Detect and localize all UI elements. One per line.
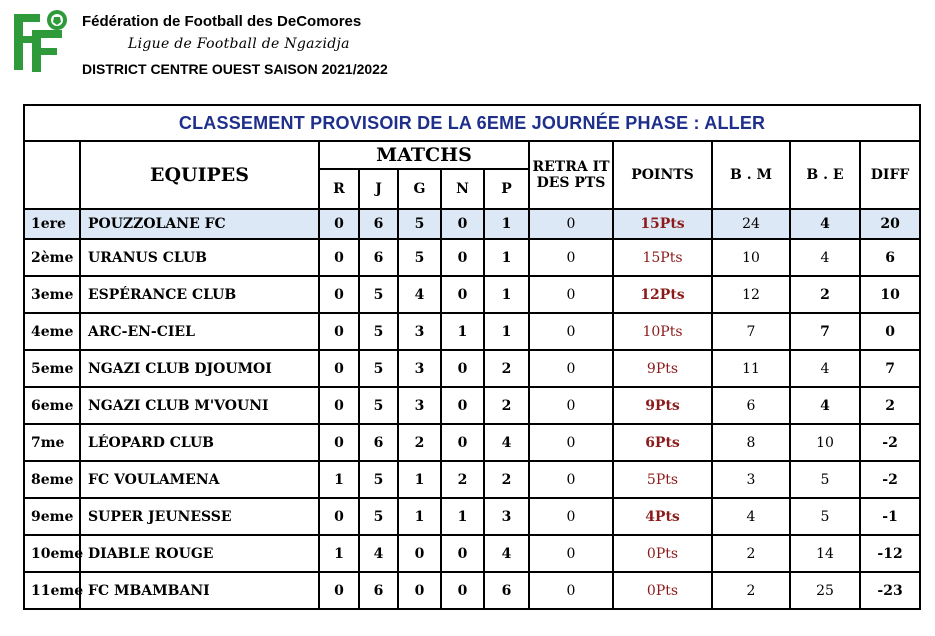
cell-j: 5 xyxy=(359,387,398,424)
table-row xyxy=(24,572,920,609)
cell-team: ARC-EN-CIEL xyxy=(80,313,319,350)
cell-points: 9Pts xyxy=(613,387,712,424)
cell-team: LÉOPARD CLUB xyxy=(80,424,319,461)
cell-points: 12Pts xyxy=(613,276,712,313)
cell-points: 0Pts xyxy=(613,572,712,609)
cell-diff: -12 xyxy=(860,535,920,572)
cell-retrait: 0 xyxy=(529,535,613,572)
cell-rank: 7me xyxy=(24,424,80,461)
cell-rank: 10eme xyxy=(24,535,80,572)
header-rank-blank xyxy=(24,141,80,209)
standings-rows xyxy=(24,209,920,609)
cell-rank: 2ème xyxy=(24,239,80,276)
cell-retrait: 0 xyxy=(529,209,613,239)
cell-j: 6 xyxy=(359,209,398,239)
cell-be: 4 xyxy=(790,209,860,239)
cell-bm: 10 xyxy=(712,239,790,276)
cell-p: 2 xyxy=(484,387,529,424)
cell-g: 3 xyxy=(398,313,441,350)
cell-team: FC MBAMBANI xyxy=(80,572,319,609)
cell-retrait: 0 xyxy=(529,424,613,461)
cell-bm: 2 xyxy=(712,535,790,572)
cell-retrait: 0 xyxy=(529,313,613,350)
table-row xyxy=(24,350,920,387)
cell-retrait: 0 xyxy=(529,572,613,609)
cell-diff: 0 xyxy=(860,313,920,350)
cell-r: 0 xyxy=(319,387,359,424)
cell-p: 2 xyxy=(484,461,529,498)
cell-points: 4Pts xyxy=(613,498,712,535)
table-row xyxy=(24,276,920,313)
cell-g: 4 xyxy=(398,276,441,313)
cell-j: 5 xyxy=(359,461,398,498)
cell-be: 4 xyxy=(790,239,860,276)
cell-p: 3 xyxy=(484,498,529,535)
cell-g: 5 xyxy=(398,239,441,276)
cell-diff: -1 xyxy=(860,498,920,535)
cell-rank: 1ere xyxy=(24,209,80,239)
cell-r: 0 xyxy=(319,350,359,387)
cell-p: 2 xyxy=(484,350,529,387)
cell-team: SUPER JEUNESSE xyxy=(80,498,319,535)
cell-diff: 20 xyxy=(860,209,920,239)
cell-be: 25 xyxy=(790,572,860,609)
cell-bm: 7 xyxy=(712,313,790,350)
header-p: P xyxy=(484,169,529,209)
table-row xyxy=(24,461,920,498)
cell-bm: 12 xyxy=(712,276,790,313)
header-n: N xyxy=(441,169,484,209)
cell-j: 5 xyxy=(359,498,398,535)
cell-diff: -23 xyxy=(860,572,920,609)
cell-team: DIABLE ROUGE xyxy=(80,535,319,572)
ligue-name: Ligue de Football de Ngazidja xyxy=(128,36,350,52)
cell-g: 0 xyxy=(398,535,441,572)
cell-n: 0 xyxy=(441,209,484,239)
cell-r: 1 xyxy=(319,535,359,572)
cell-r: 1 xyxy=(319,461,359,498)
cell-r: 0 xyxy=(319,572,359,609)
cell-p: 1 xyxy=(484,209,529,239)
cell-j: 5 xyxy=(359,313,398,350)
table-row xyxy=(24,387,920,424)
cell-rank: 9eme xyxy=(24,498,80,535)
cell-g: 2 xyxy=(398,424,441,461)
cell-n: 0 xyxy=(441,535,484,572)
cell-g: 0 xyxy=(398,572,441,609)
cell-j: 6 xyxy=(359,239,398,276)
table-row xyxy=(24,535,920,572)
cell-n: 0 xyxy=(441,276,484,313)
cell-points: 9Pts xyxy=(613,350,712,387)
cell-diff: 6 xyxy=(860,239,920,276)
cell-n: 1 xyxy=(441,498,484,535)
cell-g: 5 xyxy=(398,209,441,239)
cell-bm: 4 xyxy=(712,498,790,535)
cell-retrait: 0 xyxy=(529,276,613,313)
cell-p: 4 xyxy=(484,535,529,572)
cell-rank: 3eme xyxy=(24,276,80,313)
cell-be: 4 xyxy=(790,350,860,387)
cell-r: 0 xyxy=(319,498,359,535)
cell-rank: 4eme xyxy=(24,313,80,350)
standings-table xyxy=(23,104,921,610)
cell-g: 1 xyxy=(398,498,441,535)
cell-j: 5 xyxy=(359,350,398,387)
cell-be: 10 xyxy=(790,424,860,461)
cell-points: 10Pts xyxy=(613,313,712,350)
cell-bm: 8 xyxy=(712,424,790,461)
cell-be: 5 xyxy=(790,498,860,535)
cell-p: 1 xyxy=(484,313,529,350)
cell-r: 0 xyxy=(319,424,359,461)
table-row xyxy=(24,239,920,276)
district-season: DISTRICT CENTRE OUEST SAISON 2021/2022 xyxy=(82,61,388,77)
table-row xyxy=(24,313,920,350)
header-points: POINTS xyxy=(613,141,712,209)
cell-team: FC VOULAMENA xyxy=(80,461,319,498)
cell-retrait: 0 xyxy=(529,461,613,498)
header-retrait: RETRA IT DES PTS xyxy=(529,141,613,209)
federation-name: Fédération de Football des DeComores xyxy=(82,13,362,30)
cell-g: 3 xyxy=(398,387,441,424)
cell-r: 0 xyxy=(319,239,359,276)
cell-r: 0 xyxy=(319,209,359,239)
cell-retrait: 0 xyxy=(529,239,613,276)
cell-retrait: 0 xyxy=(529,387,613,424)
cell-j: 6 xyxy=(359,424,398,461)
cell-p: 1 xyxy=(484,276,529,313)
ffc-logo xyxy=(10,8,72,74)
cell-j: 4 xyxy=(359,535,398,572)
table-row xyxy=(24,209,920,239)
cell-be: 5 xyxy=(790,461,860,498)
cell-g: 1 xyxy=(398,461,441,498)
cell-bm: 24 xyxy=(712,209,790,239)
cell-p: 4 xyxy=(484,424,529,461)
header-j: J xyxy=(359,169,398,209)
cell-rank: 11eme xyxy=(24,572,80,609)
cell-g: 3 xyxy=(398,350,441,387)
cell-n: 2 xyxy=(441,461,484,498)
cell-team: ESPÉRANCE CLUB xyxy=(80,276,319,313)
cell-diff: -2 xyxy=(860,461,920,498)
table-row xyxy=(24,498,920,535)
cell-points: 6Pts xyxy=(613,424,712,461)
cell-p: 6 xyxy=(484,572,529,609)
header-g: G xyxy=(398,169,441,209)
header-r: R xyxy=(319,169,359,209)
cell-be: 4 xyxy=(790,387,860,424)
cell-n: 0 xyxy=(441,424,484,461)
cell-team: NGAZI CLUB M'VOUNI xyxy=(80,387,319,424)
cell-r: 0 xyxy=(319,313,359,350)
cell-j: 5 xyxy=(359,276,398,313)
cell-diff: 7 xyxy=(860,350,920,387)
header-be: B . E xyxy=(790,141,860,209)
cell-j: 6 xyxy=(359,572,398,609)
cell-diff: 10 xyxy=(860,276,920,313)
cell-bm: 3 xyxy=(712,461,790,498)
cell-bm: 2 xyxy=(712,572,790,609)
cell-rank: 8eme xyxy=(24,461,80,498)
cell-bm: 6 xyxy=(712,387,790,424)
cell-rank: 5eme xyxy=(24,350,80,387)
table-row xyxy=(24,424,920,461)
header-equipes: EQUIPES xyxy=(80,141,319,209)
cell-team: POUZZOLANE FC xyxy=(80,209,319,239)
cell-points: 0Pts xyxy=(613,535,712,572)
cell-n: 0 xyxy=(441,387,484,424)
header-matchs: MATCHS xyxy=(319,141,529,169)
cell-points: 15Pts xyxy=(613,239,712,276)
cell-be: 7 xyxy=(790,313,860,350)
cell-retrait: 0 xyxy=(529,498,613,535)
table-title: CLASSEMENT PROVISOIR DE LA 6EME JOURNÉE PHASE : ALLER xyxy=(24,105,920,141)
cell-rank: 6eme xyxy=(24,387,80,424)
cell-be: 14 xyxy=(790,535,860,572)
cell-bm: 11 xyxy=(712,350,790,387)
cell-n: 0 xyxy=(441,350,484,387)
cell-diff: 2 xyxy=(860,387,920,424)
cell-be: 2 xyxy=(790,276,860,313)
cell-diff: -2 xyxy=(860,424,920,461)
header-diff: DIFF xyxy=(860,141,920,209)
cell-points: 5Pts xyxy=(613,461,712,498)
cell-p: 1 xyxy=(484,239,529,276)
cell-team: URANUS CLUB xyxy=(80,239,319,276)
cell-points: 15Pts xyxy=(613,209,712,239)
cell-retrait: 0 xyxy=(529,350,613,387)
header-bm: B . M xyxy=(712,141,790,209)
cell-n: 1 xyxy=(441,313,484,350)
cell-team: NGAZI CLUB DJOUMOI xyxy=(80,350,319,387)
cell-n: 0 xyxy=(441,572,484,609)
cell-n: 0 xyxy=(441,239,484,276)
cell-r: 0 xyxy=(319,276,359,313)
